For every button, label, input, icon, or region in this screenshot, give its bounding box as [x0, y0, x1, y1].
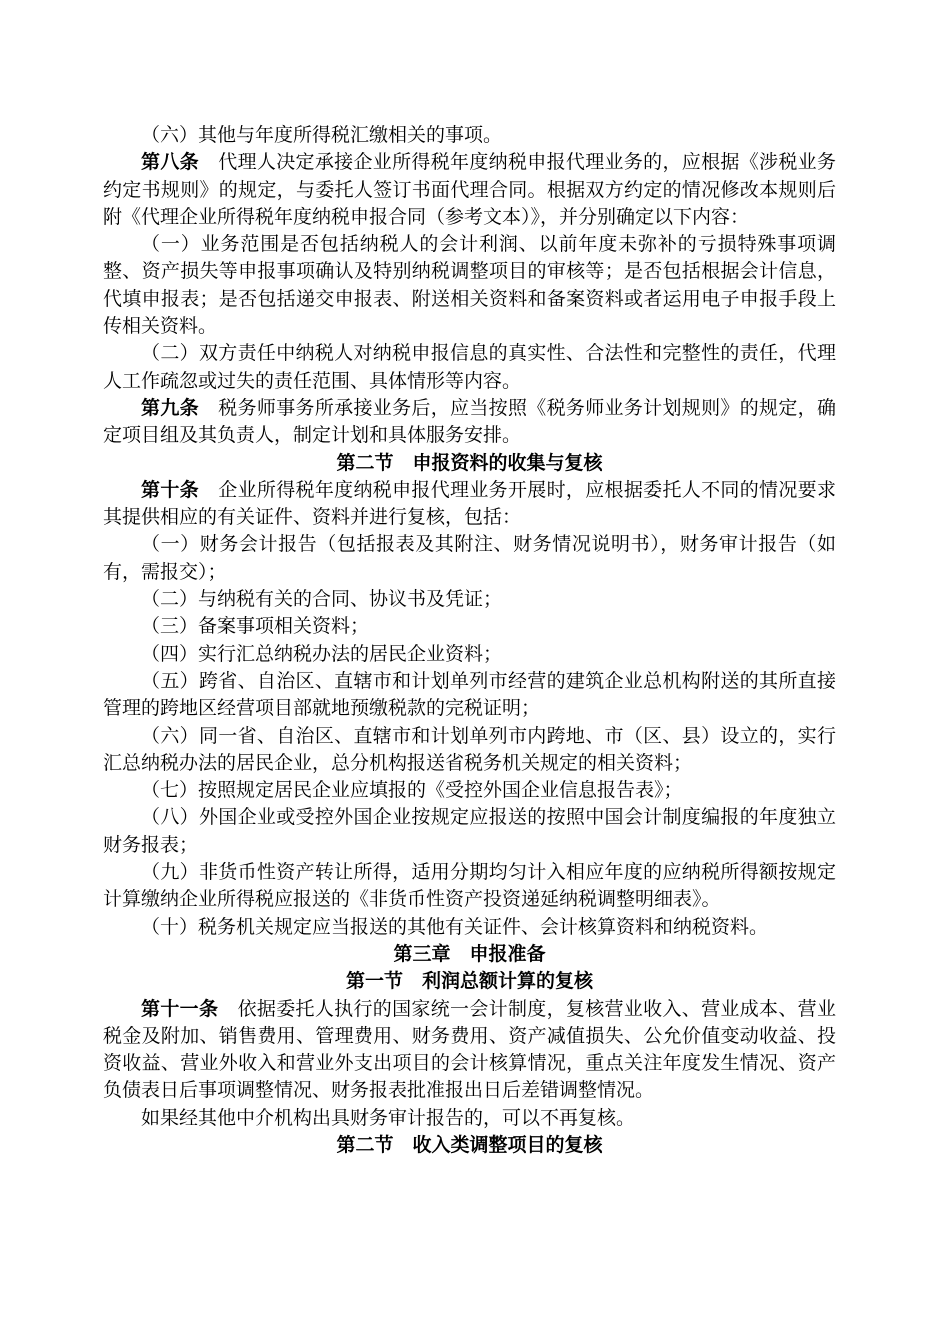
article-label: 第十一条 [141, 997, 219, 1020]
body-paragraph: 如果经其他中介机构出具财务审计报告的，可以不再复核。 [141, 1106, 636, 1129]
body-paragraph: （六）其他与年度所得税汇缴相关的事项。 [141, 124, 503, 146]
body-paragraph: （九）非货币性资产转让所得，适用分期均匀计入相应年度的应纳税所得额按规定计算缴纳企业所得税应报送的《非货币性资产投资递延纳税调整明细表》。 [103, 861, 836, 911]
body-paragraph: （一）业务范围是否包括纳税人的会计利润、以前年度未弥补的亏损特殊事项调整、资产损失等申报事项确认及特别纳税调整项目的审核等；是否包括根据会计信息，代填申报表；是否包括递交申报表、附送相关资料和备案资料或者运用电子申报手段上传相关资料。 [103, 233, 836, 338]
article-text: 税务师事务所承接业务后，应当按照《税务师业务计划规则》的规定，确定项目组及其负责人，制定计划和具体服务安排。 [103, 396, 836, 447]
article-text: 依据委托人执行的国家统一会计制度，复核营业收入、营业成本、营业税金及附加、销售费用、管理费用、财务费用、资产减值损失、公允价值变动收益、投资收益、营业外收入和营业外支出项目的会计核算情况，重点关注年度发生情况、资产负债表日后事项调整情况、财务报表批准报出日后差错调整情况。 [103, 997, 836, 1102]
body-paragraph: （八）外国企业或受控外国企业按规定应报送的按照中国会计制度编报的年度独立财务报表； [103, 806, 836, 856]
body-paragraph: （六）同一省、自治区、直辖市和计划单列市内跨地、市（区、县）设立的，实行汇总纳税办法的居民企业，总分机构报送省税务机关规定的相关资料； [103, 724, 836, 774]
article-text: 代理人决定承接企业所得税年度纳税申报代理业务的，应根据《涉税业务约定书规则》的规定，与委托人签订书面代理合同。根据双方约定的情况修改本规则后附《代理企业所得税年度纳税申报合同（参考文本）》，并分别确定以下内容： [103, 151, 836, 228]
document-body [103, 122, 836, 1159]
section-heading: 第一节 利润总额计算的复核 [345, 970, 593, 993]
article-paragraph [103, 996, 836, 1105]
article-text: 企业所得税年度纳税申报代理业务开展时，应根据委托人不同的情况要求其提供相应的有关证件、资料并进行复核，包括： [103, 478, 836, 529]
body-paragraph: （四）实行汇总纳税办法的居民企业资料； [141, 642, 503, 665]
article-label: 第十条 [141, 478, 199, 501]
article-label: 第八条 [141, 151, 199, 174]
body-paragraph: （二）双方责任中纳税人对纳税申报信息的真实性、合法性和完整性的责任，代理人工作疏忽或过失的责任范围、具体情形等内容。 [103, 342, 836, 392]
article-paragraph [103, 149, 836, 231]
article-label: 第九条 [141, 396, 199, 419]
body-paragraph: （二）与纳税有关的合同、协议书及凭证； [141, 588, 503, 611]
body-paragraph: （十）税务机关规定应当报送的其他有关证件、会计核算资料和纳税资料。 [141, 915, 769, 938]
body-paragraph: （七）按照规定居民企业应填报的《受控外国企业信息报告表》； [141, 779, 683, 802]
body-paragraph: （三）备案事项相关资料； [141, 615, 370, 638]
section-heading: 第二节 收入类调整项目的复核 [336, 1133, 603, 1156]
section-heading: 第三章 申报准备 [393, 942, 546, 965]
article-paragraph [103, 477, 836, 532]
body-paragraph: （一）财务会计报告（包括报表及其附注、财务情况说明书），财务审计报告（如有，需报交）； [103, 533, 836, 583]
body-paragraph: （五）跨省、自治区、直辖市和计划单列市经营的建筑企业总机构附送的其所直接管理的跨地区经营项目部就地预缴税款的完税证明； [103, 669, 836, 720]
article-paragraph [103, 395, 836, 450]
section-heading: 第二节 申报资料的收集与复核 [336, 451, 603, 474]
